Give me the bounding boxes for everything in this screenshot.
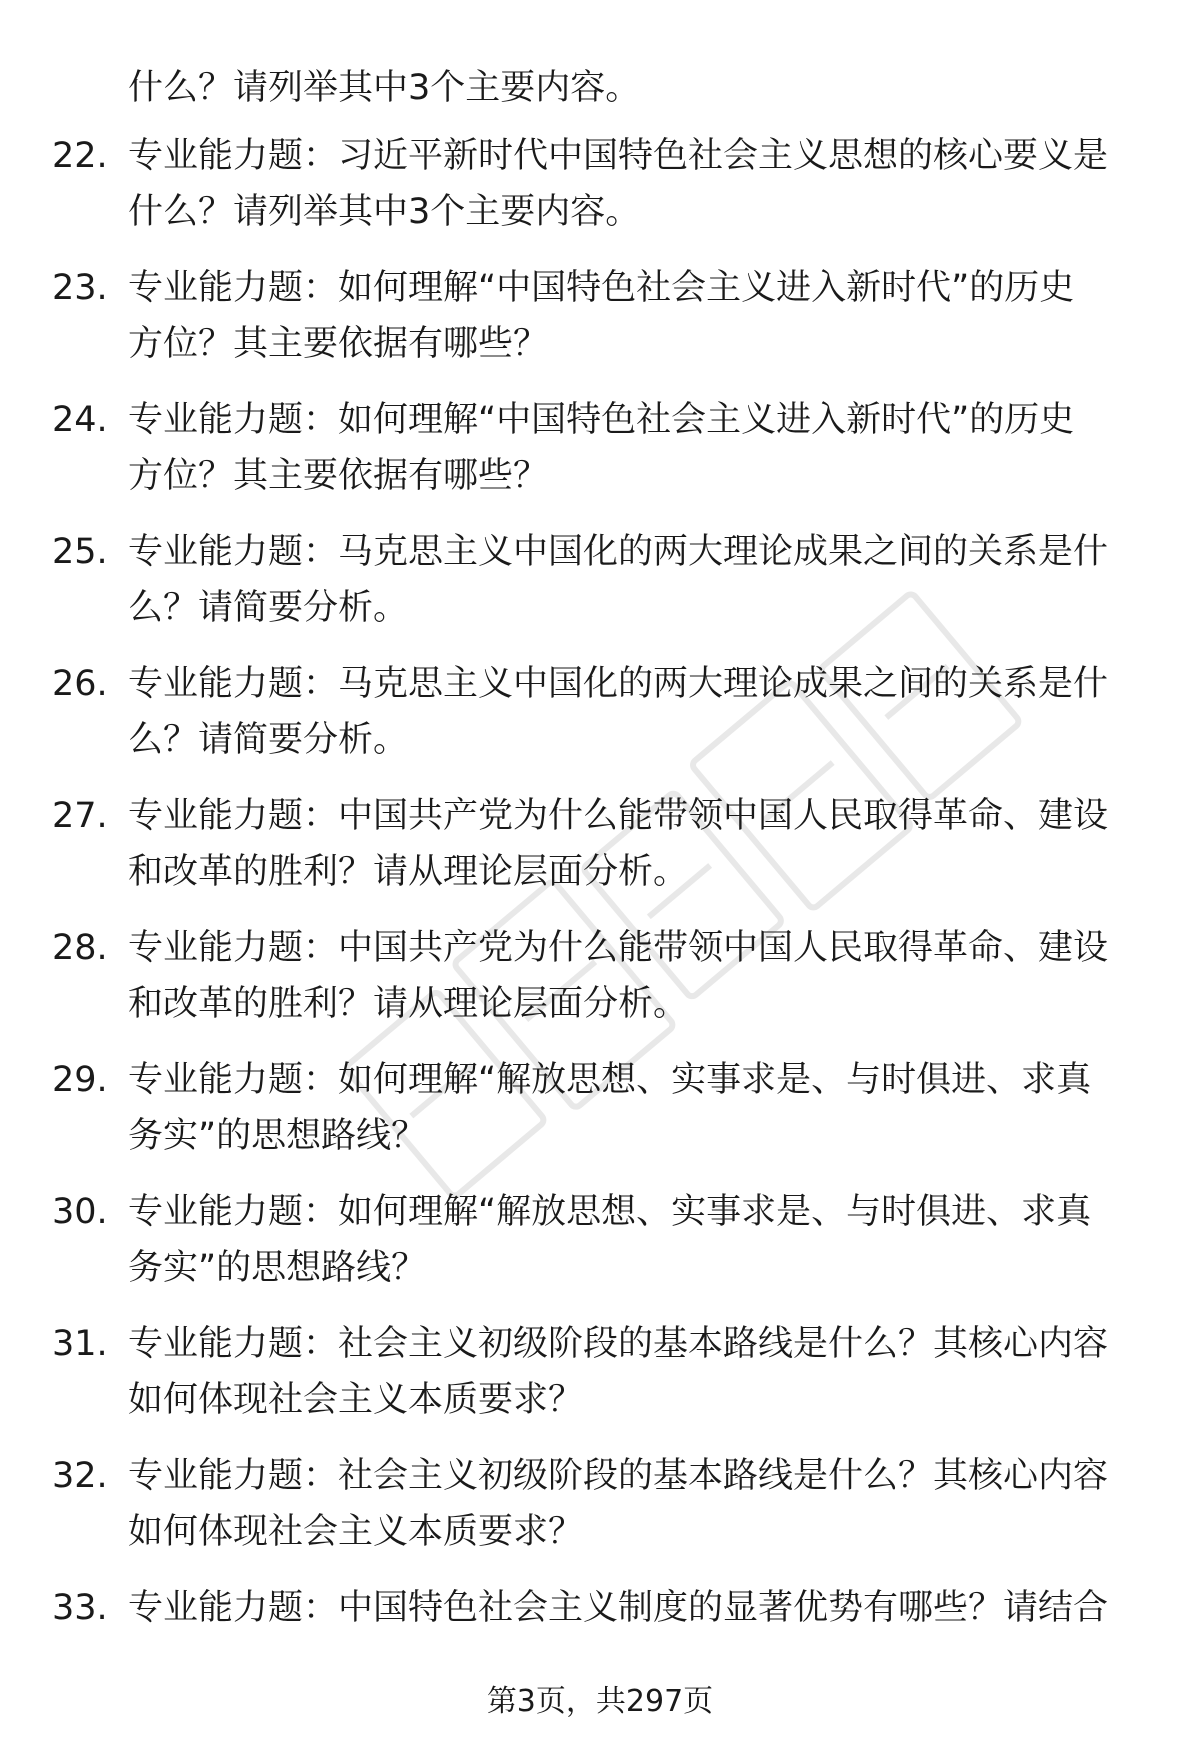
question-number: 31. bbox=[52, 1324, 108, 1364]
question-line: 专业能力题：习近平新时代中国特色社会主义思想的核心要义是 bbox=[128, 136, 1109, 176]
question-line: 和改革的胜利？请从理论层面分析。 bbox=[128, 852, 689, 892]
question-text bbox=[128, 1448, 1138, 1560]
question-text bbox=[128, 1316, 1138, 1428]
question-number: 26. bbox=[52, 664, 108, 704]
question-line: 和改革的胜利？请从理论层面分析。 bbox=[128, 984, 689, 1024]
question-number: 23. bbox=[52, 268, 108, 308]
question-line: 么？请简要分析。 bbox=[128, 588, 409, 628]
question-line: 专业能力题：马克思主义中国化的两大理论成果之间的关系是什 bbox=[128, 664, 1109, 704]
question-text bbox=[128, 1580, 1138, 1636]
question-number: 29. bbox=[52, 1060, 108, 1100]
question-line: 什么？请列举其中3个主要内容。 bbox=[128, 192, 641, 232]
question-line: 专业能力题：中国特色社会主义制度的显著优势有哪些？请结合 bbox=[128, 1588, 1109, 1628]
question-line: 专业能力题：如何理解“中国特色社会主义进入新时代”的历史 bbox=[128, 268, 1075, 308]
question-line: 务实”的思想路线？ bbox=[128, 1116, 427, 1156]
question-number: 27. bbox=[52, 796, 108, 836]
question-text bbox=[128, 128, 1138, 240]
question-line: 专业能力题：马克思主义中国化的两大理论成果之间的关系是什 bbox=[128, 532, 1109, 572]
question-number: 25. bbox=[52, 532, 108, 572]
question-text bbox=[128, 260, 1138, 372]
question-text bbox=[128, 920, 1138, 1032]
question-line: 专业能力题：中国共产党为什么能带领中国人民取得革命、建设 bbox=[128, 928, 1109, 968]
question-number: 30. bbox=[52, 1192, 108, 1232]
question-text bbox=[128, 392, 1138, 504]
page-footer: 第3页，共297页 bbox=[486, 1684, 714, 1719]
question-line: 专业能力题：中国共产党为什么能带领中国人民取得革命、建设 bbox=[128, 796, 1109, 836]
question-text bbox=[128, 524, 1138, 636]
question-line: 专业能力题：如何理解“中国特色社会主义进入新时代”的历史 bbox=[128, 400, 1075, 440]
question-number: 22. bbox=[52, 136, 108, 176]
question-line: 专业能力题：社会主义初级阶段的基本路线是什么？其核心内容 bbox=[128, 1456, 1109, 1496]
continuation-line: 什么？请列举其中3个主要内容。 bbox=[128, 68, 641, 108]
question-text bbox=[128, 1184, 1138, 1296]
question-text bbox=[128, 1052, 1138, 1164]
question-number: 28. bbox=[52, 928, 108, 968]
question-text bbox=[128, 788, 1138, 900]
question-line: 务实”的思想路线？ bbox=[128, 1248, 427, 1288]
question-line: 专业能力题：如何理解“解放思想、实事求是、与时俱进、求真 bbox=[128, 1192, 1092, 1232]
question-line: 方位？其主要依据有哪些？ bbox=[128, 324, 549, 364]
question-line: 如何体现社会主义本质要求？ bbox=[128, 1380, 584, 1420]
question-text bbox=[128, 656, 1138, 768]
question-number: 32. bbox=[52, 1456, 108, 1496]
question-line: 专业能力题：社会主义初级阶段的基本路线是什么？其核心内容 bbox=[128, 1324, 1109, 1364]
question-line: 专业能力题：如何理解“解放思想、实事求是、与时俱进、求真 bbox=[128, 1060, 1092, 1100]
question-number: 33. bbox=[52, 1588, 108, 1628]
question-line: 如何体现社会主义本质要求？ bbox=[128, 1512, 584, 1552]
question-line: 方位？其主要依据有哪些？ bbox=[128, 456, 549, 496]
question-number: 24. bbox=[52, 400, 108, 440]
question-line: 么？请简要分析。 bbox=[128, 720, 409, 760]
